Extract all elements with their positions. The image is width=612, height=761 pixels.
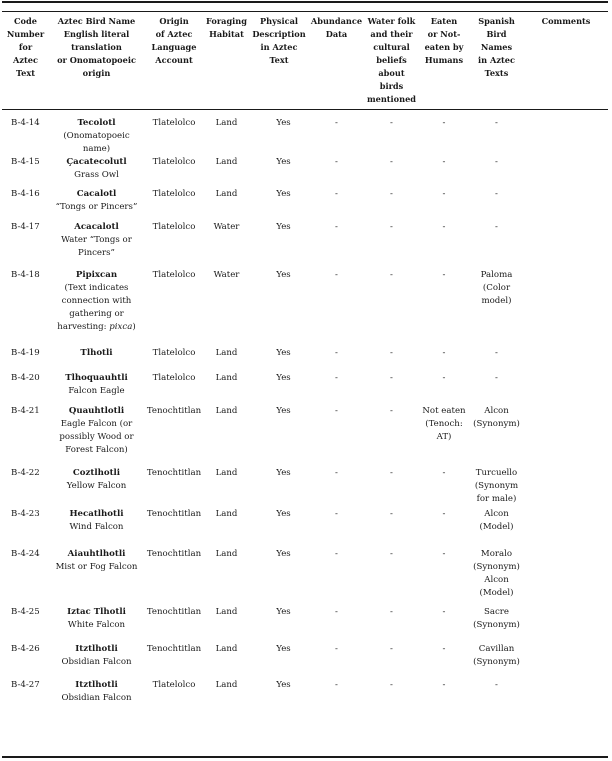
- header-line: Eaten: [430, 16, 458, 26]
- translation-text-end: ): [132, 322, 136, 332]
- cell-comments: [524, 405, 608, 467]
- cell-eaten: -: [442, 468, 446, 478]
- aztec-name: Tlhotli: [80, 348, 113, 358]
- cell-origin: Tlatelolco: [152, 118, 196, 128]
- cell-comments: [524, 467, 608, 508]
- cell-code: B-4-19: [11, 348, 40, 358]
- cell-bird-name: [49, 109, 144, 156]
- table-row: [2, 508, 608, 548]
- bottom-rule: [2, 756, 608, 758]
- header-line: birds: [379, 81, 404, 91]
- cell-bird-name: [49, 643, 144, 679]
- cell-spanish: Cavillan (Synonym): [473, 644, 520, 667]
- cell-spanish: -: [495, 222, 498, 232]
- cell-waterfolk: -: [390, 680, 393, 690]
- cell-eaten: -: [442, 549, 446, 559]
- cell-spanish: Paloma (Color model): [480, 270, 513, 306]
- cell-waterfolk: -: [390, 406, 393, 416]
- cell-waterfolk: -: [390, 509, 393, 519]
- cell-abundance: -: [335, 680, 338, 690]
- header-line: eaten by: [424, 42, 464, 52]
- cell-habitat: Land: [215, 118, 238, 128]
- cell-abundance: -: [335, 607, 338, 617]
- column-header-physical: [249, 12, 309, 109]
- header-line: of Aztec: [155, 29, 193, 39]
- cell-habitat: Land: [215, 157, 238, 167]
- cell-origin: Tenochtitlan: [146, 468, 202, 478]
- cell-eaten: -: [442, 157, 446, 167]
- english-translation: [50, 169, 143, 182]
- translation-text: (Text indicates connection with gathering or harvesting:: [57, 283, 132, 332]
- translation-text: Yellow Falcon: [66, 481, 127, 491]
- table-row: [2, 221, 608, 269]
- translation-text: Obsidian Falcon: [61, 693, 132, 703]
- english-translation: [50, 201, 143, 214]
- header-line: translation: [71, 42, 122, 52]
- header-line: in Aztec: [478, 55, 515, 65]
- table-row: [2, 643, 608, 679]
- cell-bird-name: [49, 606, 144, 643]
- cell-bird-name: [49, 269, 144, 347]
- aztec-name: Tecolotl: [77, 118, 116, 128]
- cell-eaten: -: [442, 270, 446, 280]
- cell-abundance: -: [335, 348, 338, 358]
- header-line: or Onomatopoeic: [57, 55, 136, 65]
- column-header-eaten: [419, 12, 469, 109]
- header-line: cultural: [373, 42, 410, 52]
- cell-abundance: -: [335, 189, 338, 199]
- cell-origin: Tlatelolco: [152, 348, 196, 358]
- cell-code: B-4-21: [11, 406, 40, 416]
- english-translation: [50, 561, 143, 574]
- english-translation: [50, 619, 143, 632]
- cell-eaten: -: [442, 644, 446, 654]
- cell-physical: Yes: [276, 607, 291, 617]
- translation-text: Water “Tongs or Pincers”: [61, 235, 132, 258]
- cell-eaten: -: [442, 607, 446, 617]
- cell-origin: Tlatelolco: [152, 189, 196, 199]
- header-line: in Aztec: [260, 42, 298, 52]
- aztec-name: Itztlhotli: [75, 644, 118, 654]
- translation-text: Grass Owl: [74, 170, 119, 180]
- header-line: Origin: [159, 16, 189, 26]
- cell-bird-name: [49, 508, 144, 548]
- table-row: [2, 548, 608, 606]
- cell-waterfolk: -: [390, 468, 393, 478]
- cell-comments: [524, 156, 608, 188]
- cell-bird-name: [49, 405, 144, 467]
- cell-code: B-4-17: [11, 222, 40, 232]
- aztec-name: Aiauhtlhotli: [67, 549, 126, 559]
- cell-habitat: Land: [215, 680, 238, 690]
- aztec-name: Çacatecolutl: [66, 157, 127, 167]
- header-line: mentioned: [366, 94, 417, 104]
- cell-spanish: Alcon (Synonym): [473, 406, 520, 429]
- cell-habitat: Land: [215, 607, 238, 617]
- aztec-name: Hecatlhotli: [69, 509, 124, 519]
- header-line: Humans: [424, 55, 464, 65]
- cell-eaten: -: [442, 373, 446, 383]
- aztec-name: Coztlhotli: [72, 468, 121, 478]
- english-translation: [50, 130, 143, 156]
- table-row: [2, 347, 608, 372]
- cell-physical: Yes: [276, 468, 291, 478]
- cell-spanish: -: [495, 157, 498, 167]
- header-line: Account: [155, 55, 193, 65]
- table-row: [2, 109, 608, 156]
- header-line: Text: [15, 68, 36, 78]
- cell-spanish: Alcon (Model): [479, 509, 514, 532]
- header-line: Aztec Bird Name: [57, 16, 136, 26]
- table-row: [2, 269, 608, 347]
- cell-comments: [524, 269, 608, 347]
- cell-habitat: Water: [213, 270, 240, 280]
- cell-origin: Tenochtitlan: [146, 549, 202, 559]
- english-translation: [50, 692, 143, 705]
- translation-text: White Falcon: [67, 620, 126, 630]
- table-row: [2, 188, 608, 221]
- cell-spanish: Turcuello (Synonym for male): [474, 468, 519, 504]
- table-row: [2, 679, 608, 737]
- cell-eaten: -: [442, 509, 446, 519]
- cell-eaten: Not eaten (Tenoch: AT): [422, 406, 466, 442]
- cell-spanish: -: [495, 373, 498, 383]
- english-translation: [50, 418, 143, 457]
- english-translation: [50, 282, 143, 334]
- column-header-comments: [524, 12, 608, 109]
- cell-habitat: Land: [215, 373, 238, 383]
- column-header-code: [2, 12, 49, 109]
- cell-physical: Yes: [276, 644, 291, 654]
- cell-physical: Yes: [276, 118, 291, 128]
- column-header-waterfolk: [364, 12, 419, 109]
- aztec-name: Pipixcan: [75, 270, 118, 280]
- cell-spanish: -: [495, 118, 498, 128]
- translation-text: Wind Falcon: [69, 522, 124, 532]
- cell-spanish: -: [495, 348, 498, 358]
- cell-origin: Tenochtitlan: [146, 644, 202, 654]
- cell-eaten: -: [442, 222, 446, 232]
- cell-waterfolk: -: [390, 348, 393, 358]
- cell-waterfolk: -: [390, 607, 393, 617]
- cell-eaten: -: [442, 118, 446, 128]
- top-rule: [2, 1, 608, 3]
- cell-bird-name: [49, 679, 144, 737]
- english-translation: [50, 480, 143, 493]
- aztec-name: Acacalotl: [74, 222, 119, 232]
- cell-habitat: Land: [215, 468, 238, 478]
- cell-code: B-4-26: [11, 644, 40, 654]
- cell-comments: [524, 643, 608, 679]
- header-row: [2, 12, 608, 109]
- cell-code: B-4-20: [11, 373, 40, 383]
- cell-waterfolk: -: [390, 644, 393, 654]
- cell-abundance: -: [335, 373, 338, 383]
- cell-spanish: Moralo (Synonym) Alcon (Model): [473, 549, 520, 598]
- header-line: for: [18, 42, 33, 52]
- table-row: [2, 156, 608, 188]
- header-line: Number: [6, 29, 45, 39]
- header-line: about: [378, 68, 405, 78]
- aztec-name: Quauhtlotli: [68, 406, 125, 416]
- cell-physical: Yes: [276, 549, 291, 559]
- table-row: [2, 467, 608, 508]
- cell-waterfolk: -: [390, 118, 393, 128]
- cell-waterfolk: -: [390, 270, 393, 280]
- cell-eaten: -: [442, 680, 446, 690]
- cell-habitat: Land: [215, 348, 238, 358]
- cell-waterfolk: -: [390, 157, 393, 167]
- cell-origin: Tlatelolco: [152, 222, 196, 232]
- aztec-bird-table: [2, 12, 608, 737]
- cell-habitat: Land: [215, 406, 238, 416]
- cell-abundance: -: [335, 222, 338, 232]
- cell-abundance: -: [335, 468, 338, 478]
- cell-code: B-4-18: [11, 270, 40, 280]
- header-line: Abundance: [310, 16, 363, 26]
- cell-spanish: -: [495, 680, 498, 690]
- english-translation: [50, 385, 143, 398]
- cell-bird-name: [49, 372, 144, 405]
- cell-physical: Yes: [276, 406, 291, 416]
- cell-bird-name: [49, 347, 144, 372]
- cell-origin: Tenochtitlan: [146, 509, 202, 519]
- cell-bird-name: [49, 221, 144, 269]
- cell-abundance: -: [335, 157, 338, 167]
- cell-spanish: -: [495, 189, 498, 199]
- translation-text: Falcon Eagle: [68, 386, 125, 396]
- translation-text: Eagle Falcon (or possibly Wood or Forest Falcon): [59, 419, 134, 455]
- cell-comments: [524, 221, 608, 269]
- aztec-name: Iztac Tlhotli: [67, 607, 126, 617]
- header-line: Physical: [260, 16, 298, 26]
- header-line: Code: [14, 16, 37, 26]
- cell-waterfolk: -: [390, 222, 393, 232]
- header-line: Foraging: [206, 16, 247, 26]
- header-line: or Not-: [427, 29, 461, 39]
- cell-comments: [524, 508, 608, 548]
- cell-abundance: -: [335, 406, 338, 416]
- cell-physical: Yes: [276, 373, 291, 383]
- header-line: Texts: [484, 68, 509, 78]
- header-line: Spanish: [478, 16, 515, 26]
- header-line: Aztec: [13, 55, 38, 65]
- cell-origin: Tlatelolco: [152, 270, 196, 280]
- column-header-spanish: [469, 12, 524, 109]
- cell-comments: [524, 347, 608, 372]
- english-translation: [50, 656, 143, 669]
- cell-code: B-4-27: [11, 680, 40, 690]
- column-header-bird-name: [49, 12, 144, 109]
- cell-code: B-4-15: [11, 157, 40, 167]
- column-header-habitat: [204, 12, 249, 109]
- cell-code: B-4-25: [11, 607, 40, 617]
- cell-comments: [524, 109, 608, 156]
- cell-comments: [524, 548, 608, 606]
- aztec-name: Itztlhotli: [75, 680, 118, 690]
- header-line: Habitat: [209, 29, 244, 39]
- header-line: Bird Names: [480, 29, 513, 52]
- cell-code: B-4-24: [11, 549, 40, 559]
- translation-italic-term: pixca: [109, 322, 133, 332]
- header-line: Language: [151, 42, 197, 52]
- table-row: [2, 606, 608, 643]
- cell-code: B-4-14: [11, 118, 40, 128]
- cell-physical: Yes: [276, 270, 291, 280]
- aztec-name: Cacalotl: [76, 189, 117, 199]
- cell-habitat: Water: [213, 222, 240, 232]
- cell-bird-name: [49, 467, 144, 508]
- cell-origin: Tlatelolco: [152, 680, 196, 690]
- table-body: [2, 109, 608, 737]
- aztec-name: Tlhoquauhtli: [65, 373, 128, 383]
- header-line: Water folk: [367, 16, 416, 26]
- cell-habitat: Land: [215, 549, 238, 559]
- cell-eaten: -: [442, 348, 446, 358]
- cell-abundance: -: [335, 644, 338, 654]
- translation-text: Mist or Fog Falcon: [55, 562, 138, 572]
- english-translation: [50, 234, 143, 260]
- cell-code: B-4-22: [11, 468, 40, 478]
- english-translation: [50, 521, 143, 534]
- cell-habitat: Land: [215, 189, 238, 199]
- cell-physical: Yes: [276, 680, 291, 690]
- cell-abundance: -: [335, 118, 338, 128]
- header-line: origin: [82, 68, 111, 78]
- header-line: Data: [325, 29, 348, 39]
- cell-comments: [524, 606, 608, 643]
- header-line: and their: [370, 29, 413, 39]
- translation-text: Obsidian Falcon: [61, 657, 132, 667]
- cell-abundance: -: [335, 509, 338, 519]
- cell-code: B-4-16: [11, 189, 40, 199]
- cell-habitat: Land: [215, 644, 238, 654]
- translation-text: “Tongs or Pincers”: [55, 202, 138, 212]
- header-line: Comments: [541, 16, 591, 26]
- header-line: English literal: [63, 29, 130, 39]
- cell-bird-name: [49, 156, 144, 188]
- cell-habitat: Land: [215, 509, 238, 519]
- cell-waterfolk: -: [390, 189, 393, 199]
- cell-origin: Tenochtitlan: [146, 607, 202, 617]
- cell-physical: Yes: [276, 509, 291, 519]
- cell-spanish: Sacre (Synonym): [473, 607, 520, 630]
- cell-physical: Yes: [276, 189, 291, 199]
- cell-comments: [524, 679, 608, 737]
- cell-comments: [524, 188, 608, 221]
- cell-origin: Tlatelolco: [152, 373, 196, 383]
- translation-text: (Onomatopoeic name): [63, 131, 130, 154]
- cell-eaten: -: [442, 189, 446, 199]
- cell-abundance: -: [335, 549, 338, 559]
- cell-physical: Yes: [276, 157, 291, 167]
- cell-waterfolk: -: [390, 373, 393, 383]
- header-line: Description: [252, 29, 306, 39]
- cell-origin: Tlatelolco: [152, 157, 196, 167]
- cell-origin: Tenochtitlan: [146, 406, 202, 416]
- table-row: [2, 372, 608, 405]
- cell-comments: [524, 372, 608, 405]
- cell-bird-name: [49, 188, 144, 221]
- cell-physical: Yes: [276, 348, 291, 358]
- header-line: beliefs: [376, 55, 407, 65]
- cell-bird-name: [49, 548, 144, 606]
- header-line: Text: [269, 55, 289, 65]
- table-row: [2, 405, 608, 467]
- cell-physical: Yes: [276, 222, 291, 232]
- cell-abundance: -: [335, 270, 338, 280]
- cell-code: B-4-23: [11, 509, 40, 519]
- column-header-origin: [144, 12, 204, 109]
- cell-waterfolk: -: [390, 549, 393, 559]
- column-header-abundance: [309, 12, 364, 109]
